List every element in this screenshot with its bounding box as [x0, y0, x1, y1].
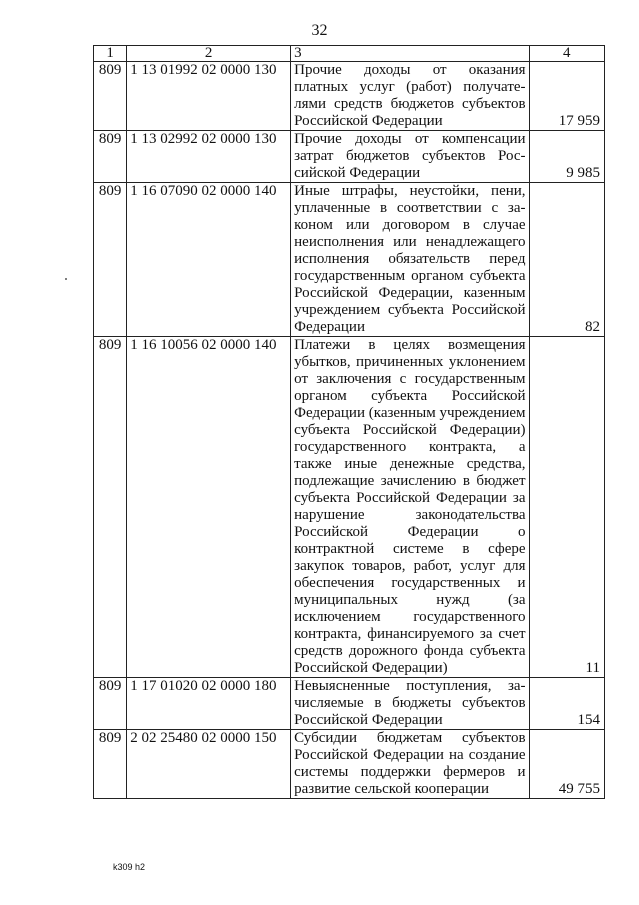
page-number: 32: [311, 22, 328, 39]
admin-code-cell: 809: [94, 62, 127, 131]
amount-cell: 49 755: [529, 730, 604, 799]
revenue-name-cell: Невыясненные поступления, зачисляемые в бюджеты субъектов Российской Федерации: [291, 678, 529, 730]
column-header-2: 2: [127, 46, 291, 62]
revenue-name-cell: Иные штрафы, неустойки, пени, уплаченные в соответствии с законом или договором в случае неисполнения или ненадлежащего исполнения обязательств перед государственным органом субъекта Российской Федерации, казенным учреждением субъекта Российской Федерации: [291, 183, 529, 337]
revenue-name-cell: Субсидии бюджетам субъектов Российской Федерации на создание системы поддержки фермеров и развитие сельской кооперации: [291, 730, 529, 799]
admin-code-cell: 809: [94, 337, 127, 678]
table-header-row: [94, 46, 605, 62]
amount-cell: 11: [529, 337, 604, 678]
table-row: [94, 337, 605, 678]
scan-speck: [65, 278, 67, 280]
amount-cell: 154: [529, 678, 604, 730]
admin-code-cell: 809: [94, 183, 127, 337]
table-row: [94, 730, 605, 799]
revenue-name-cell: Платежи в целях возмещения убытков, причиненных уклонением от заключения с государственным органом субъекта Российской Федерации (казенным учреждением субъекта Российской Федерации) государственного контракта, а также иные денежные средства, подлежащие зачислению в бюджет субъекта Российской Федерации за нарушение законодательства Российской Федерации о контрактной системе в сфере закупок товаров, работ, услуг для обеспечения государственных и муниципальных нужд (за исключением государственного контракта, финансируемого за счет средств дорожного фонда субъекта Российской Федерации): [291, 337, 529, 678]
table-row: [94, 131, 605, 183]
column-header-3: 3: [291, 46, 529, 62]
budget-code-cell: 2 02 25480 02 0000 150: [127, 730, 291, 799]
table-row: [94, 678, 605, 730]
admin-code-cell: 809: [94, 131, 127, 183]
admin-code-cell: 809: [94, 730, 127, 799]
budget-code-cell: 1 16 07090 02 0000 140: [127, 183, 291, 337]
column-header-4: 4: [529, 46, 604, 62]
amount-cell: 17 959: [529, 62, 604, 131]
budget-code-cell: 1 13 01992 02 0000 130: [127, 62, 291, 131]
revenue-name-cell: Прочие доходы от оказания платных услуг (работ) получателями средств бюджетов субъектов Российской Федерации: [291, 62, 529, 131]
budget-code-cell: 1 13 02992 02 0000 130: [127, 131, 291, 183]
column-header-1: 1: [94, 46, 127, 62]
amount-cell: 82: [529, 183, 604, 337]
budget-code-cell: 1 17 01020 02 0000 180: [127, 678, 291, 730]
revenue-name-cell: Прочие доходы от компенсации затрат бюджетов субъектов Российской Федерации: [291, 131, 529, 183]
budget-revenue-table: [93, 45, 605, 799]
budget-code-cell: 1 16 10056 02 0000 140: [127, 337, 291, 678]
amount-cell: 9 985: [529, 131, 604, 183]
document-footer-code: k309 h2: [113, 862, 146, 872]
table-row: [94, 183, 605, 337]
admin-code-cell: 809: [94, 678, 127, 730]
table-row: [94, 62, 605, 131]
